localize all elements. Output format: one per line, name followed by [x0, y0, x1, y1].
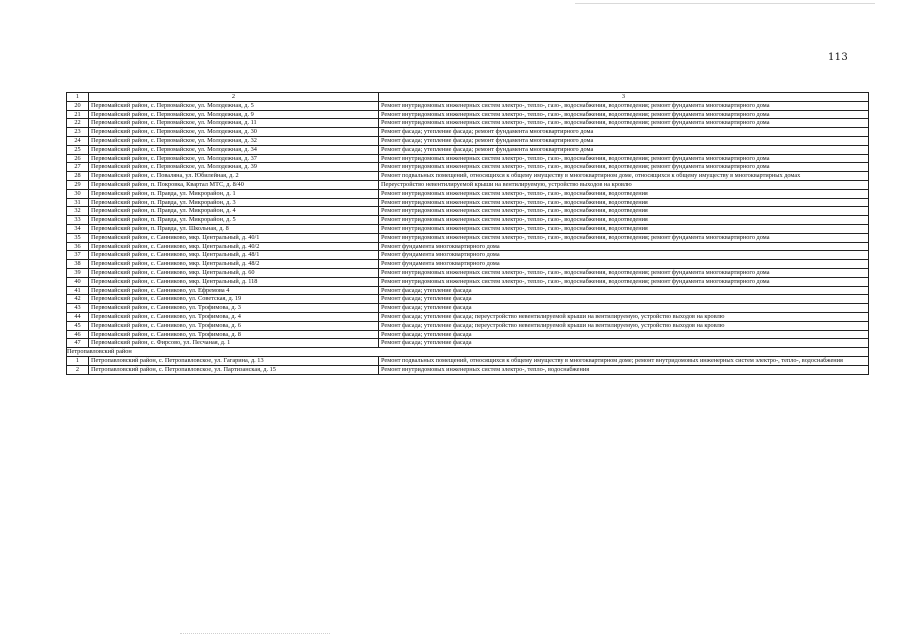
address-cell: Первомайский район, с. Первомайское, ул. Молодежная, д. 30 — [89, 128, 379, 137]
table-row — [67, 198, 869, 207]
address-cell: Первомайский район, с. Санниково, мкр. Центральный, д. 60 — [89, 268, 379, 277]
column-header-works: 3 — [379, 93, 869, 102]
works-cell: Ремонт подвальных помещений, относящихся к общему имуществу в многоквартирном доме; ремонт внутридомовых инженерных систем электро-, тепло-, водоснабжения — [379, 356, 869, 365]
table-row — [67, 172, 869, 181]
row-number-cell: 46 — [67, 330, 89, 339]
column-header-number: 1 — [67, 93, 89, 102]
section-heading: Петропавловский район — [67, 348, 869, 357]
address-cell: Первомайский район, с. Санниково, мкр. Центральный, д. 118 — [89, 277, 379, 286]
address-cell: Первомайский район, с. Первомайское, ул. Молодежная, д. 34 — [89, 145, 379, 154]
table-row — [67, 154, 869, 163]
table-gap-row — [67, 348, 869, 357]
address-cell: Первомайский район, с. Первомайское, ул. Молодежная, д. 39 — [89, 163, 379, 172]
address-cell: Первомайский район, с. Санниково, мкр. Центральный, д. 40/1 — [89, 233, 379, 242]
works-cell: Ремонт внутридомовых инженерных систем электро-, тепло-, газо-, водоснабжения, водоотведения; ремонт фундамента многоквартирного дома — [379, 110, 869, 119]
row-number-cell: 39 — [67, 268, 89, 277]
table-row — [67, 136, 869, 145]
table-row — [67, 251, 869, 260]
scan-artifact-line — [575, 3, 875, 5]
row-number-cell: 28 — [67, 172, 89, 181]
address-cell: Первомайский район, с. Санниково, ул. Советская, д. 19 — [89, 295, 379, 304]
works-cell: Ремонт фасада; утепление фасада; ремонт фундамента многоквартирного дома — [379, 136, 869, 145]
works-cell: Ремонт фасада; утепление фасада — [379, 295, 869, 304]
table-row — [67, 312, 869, 321]
address-cell: Первомайский район, с. Поваляна, ул. Юбилейная, д. 2 — [89, 172, 379, 181]
repair-works-table — [66, 92, 869, 375]
row-number-cell: 33 — [67, 216, 89, 225]
row-number-cell: 25 — [67, 145, 89, 154]
works-cell: Ремонт внутридомовых инженерных систем электро-, тепло-, газо-, водоснабжения, водоотведения — [379, 198, 869, 207]
address-cell: Первомайский район, п. Правда, ул. Микрорайон, д. 5 — [89, 216, 379, 225]
works-cell: Ремонт внутридомовых инженерных систем электро-, тепло-, газо-, водоснабжения, водоотведения — [379, 224, 869, 233]
works-cell: Ремонт внутридомовых инженерных систем электро-, тепло-, газо-, водоснабжения, водоотведения; ремонт фундамента многоквартирного дома — [379, 277, 869, 286]
row-number-cell: 26 — [67, 154, 89, 163]
table-row — [67, 128, 869, 137]
row-number-cell: 22 — [67, 119, 89, 128]
table-body — [67, 101, 869, 374]
row-number-cell: 32 — [67, 207, 89, 216]
row-number-cell: 21 — [67, 110, 89, 119]
row-number-cell: 43 — [67, 304, 89, 313]
address-cell: Первомайский район, с. Санниково, ул. Ефремова 4 — [89, 286, 379, 295]
table-row — [67, 365, 869, 374]
address-cell: Первомайский район, п. Правда, ул. Микрорайон, д. 3 — [89, 198, 379, 207]
works-cell: Ремонт фундамента многоквартирного дома — [379, 242, 869, 251]
table-row — [67, 295, 869, 304]
table-row — [67, 304, 869, 313]
works-cell: Ремонт подвальных помещений, относящихся к общему имуществу в многоквартирном доме, относящихся к общему имуществу в многоквартирных домах — [379, 172, 869, 181]
works-cell: Ремонт внутридомовых инженерных систем электро-, тепло-, газо-, водоснабжения, водоотведения; ремонт фундамента многоквартирного дома — [379, 163, 869, 172]
row-number-cell: 36 — [67, 242, 89, 251]
table-row — [67, 286, 869, 295]
works-cell: Ремонт фасада; утепление фасада — [379, 330, 869, 339]
works-cell: Ремонт фасада; утепление фасада; ремонт фундамента многоквартирного дома — [379, 145, 869, 154]
table-row — [67, 207, 869, 216]
row-number-cell: 27 — [67, 163, 89, 172]
row-number-cell: 24 — [67, 136, 89, 145]
address-cell: Первомайский район, с. Санниково, мкр. Центральный, д. 48/1 — [89, 251, 379, 260]
address-cell: Петропавловский район, с. Петропавловское, ул. Партизанская, д. 15 — [89, 365, 379, 374]
address-cell: Первомайский район, с. Санниково, ул. Трофимова, д. 8 — [89, 330, 379, 339]
row-number-cell: 30 — [67, 189, 89, 198]
row-number-cell: 41 — [67, 286, 89, 295]
table-row — [67, 119, 869, 128]
row-number-cell: 45 — [67, 321, 89, 330]
works-cell: Ремонт фасада; утепление фасада — [379, 339, 869, 348]
works-cell: Ремонт фасада; утепление фасада; переустройство невентилируемой крыши на вентилируемую, устройство выходов на кровлю — [379, 321, 869, 330]
table-row — [67, 180, 869, 189]
table-row — [67, 110, 869, 119]
address-cell: Первомайский район, с. Санниково, ул. Трофимова, д. 6 — [89, 321, 379, 330]
works-cell: Ремонт внутридомовых инженерных систем электро-, тепло-, газо-, водоснабжения, водоотведения — [379, 207, 869, 216]
works-cell: Ремонт внутридомовых инженерных систем электро-, тепло-, газо-, водоснабжения, водоотведения; ремонт фундамента многоквартирного дома — [379, 101, 869, 110]
row-number-cell: 20 — [67, 101, 89, 110]
table-row — [67, 163, 869, 172]
row-number-cell: 42 — [67, 295, 89, 304]
works-cell: Ремонт фасада; утепление фасада; переустройство невентилируемой крыши на вентилируемую, устройство выходов на кровлю — [379, 312, 869, 321]
row-number-cell: 40 — [67, 277, 89, 286]
row-number-cell: 44 — [67, 312, 89, 321]
address-cell: Первомайский район, п. Правда, ул. Микрорайон, д. 1 — [89, 189, 379, 198]
row-number-cell: 23 — [67, 128, 89, 137]
table-row — [67, 242, 869, 251]
row-number-cell: 37 — [67, 251, 89, 260]
address-cell: Первомайский район, п. Правда, ул. Микрорайон, д. 4 — [89, 207, 379, 216]
row-number-cell: 34 — [67, 224, 89, 233]
address-cell: Первомайский район, с. Первомайское, ул. Молодежная, д. 32 — [89, 136, 379, 145]
column-header-address: 2 — [89, 93, 379, 102]
table-row — [67, 233, 869, 242]
works-cell: Ремонт внутридомовых инженерных систем электро-, тепло-, газо-, водоснабжения, водоотведения; ремонт фундамента многоквартирного дома — [379, 119, 869, 128]
address-cell: Петропавловский район, с. Петропавловское, ул. Гагарина, д. 13 — [89, 356, 379, 365]
works-cell: Переустройство невентилируемой крыши на вентилируемую, устройство выходов на кровлю — [379, 180, 869, 189]
address-cell: Первомайский район, с. Первомайское, ул. Молодежная, д. 5 — [89, 101, 379, 110]
document-table-container — [66, 92, 868, 375]
table-row — [67, 189, 869, 198]
scan-artifact-line — [180, 633, 330, 635]
row-number-cell: 31 — [67, 198, 89, 207]
table-row — [67, 330, 869, 339]
table-row — [67, 224, 869, 233]
works-cell: Ремонт фасада; утепление фасада; ремонт фундамента многоквартирного дома — [379, 128, 869, 137]
address-cell: Первомайский район, с. Первомайское, ул. Молодежная, д. 37 — [89, 154, 379, 163]
address-cell: Первомайский район, с. Санниково, мкр. Центральный, д. 40/2 — [89, 242, 379, 251]
works-cell: Ремонт внутридомовых инженерных систем электро-, тепло-, газо-, водоснабжения, водоотведения — [379, 189, 869, 198]
row-number-cell: 47 — [67, 339, 89, 348]
table-row — [67, 260, 869, 269]
row-number-cell: 38 — [67, 260, 89, 269]
table-header-row — [67, 93, 869, 102]
row-number-cell: 35 — [67, 233, 89, 242]
address-cell: Первомайский район, п. Покровка, Квартал МТС, д. 8/40 — [89, 180, 379, 189]
row-number-cell: 2 — [67, 365, 89, 374]
works-cell: Ремонт фундамента многоквартирного дома — [379, 251, 869, 260]
address-cell: Первомайский район, с. Фирсово, ул. Песчаная, д. 1 — [89, 339, 379, 348]
table-row — [67, 339, 869, 348]
address-cell: Первомайский район, с. Санниково, ул. Трофимова, д. 4 — [89, 312, 379, 321]
works-cell: Ремонт внутридомовых инженерных систем электро-, тепло-, газо-, водоснабжения, водоотведения; ремонт фундамента многоквартирного дома — [379, 154, 869, 163]
page-number: 113 — [828, 52, 848, 63]
works-cell: Ремонт внутридомовых инженерных систем электро-, тепло-, газо-, водоснабжения, водоотведения; ремонт фундамента многоквартирного дома — [379, 233, 869, 242]
works-cell: Ремонт фундамента многоквартирного дома — [379, 260, 869, 269]
table-row — [67, 216, 869, 225]
address-cell: Первомайский район, с. Санниково, мкр. Центральный, д. 48/2 — [89, 260, 379, 269]
works-cell: Ремонт внутридомовых инженерных систем электро-, тепло-, водоснабжения — [379, 365, 869, 374]
table-row — [67, 321, 869, 330]
works-cell: Ремонт внутридомовых инженерных систем электро-, тепло-, газо-, водоснабжения, водоотведения — [379, 216, 869, 225]
row-number-cell: 29 — [67, 180, 89, 189]
table-row — [67, 268, 869, 277]
address-cell: Первомайский район, п. Правда, ул. Школьная, д. 8 — [89, 224, 379, 233]
address-cell: Первомайский район, с. Первомайское, ул. Молодежная, д. 9 — [89, 110, 379, 119]
works-cell: Ремонт внутридомовых инженерных систем электро-, тепло-, газо-, водоснабжения, водоотведения; ремонт фундамента многоквартирного дома — [379, 268, 869, 277]
table-row — [67, 101, 869, 110]
table-row — [67, 356, 869, 365]
address-cell: Первомайский район, с. Санниково, ул. Трофимова, д. 3 — [89, 304, 379, 313]
table-row — [67, 145, 869, 154]
works-cell: Ремонт фасада; утепление фасада — [379, 286, 869, 295]
works-cell: Ремонт фасада; утепление фасада — [379, 304, 869, 313]
row-number-cell: 1 — [67, 356, 89, 365]
table-row — [67, 277, 869, 286]
address-cell: Первомайский район, с. Первомайское, ул. Молодежная, д. 11 — [89, 119, 379, 128]
